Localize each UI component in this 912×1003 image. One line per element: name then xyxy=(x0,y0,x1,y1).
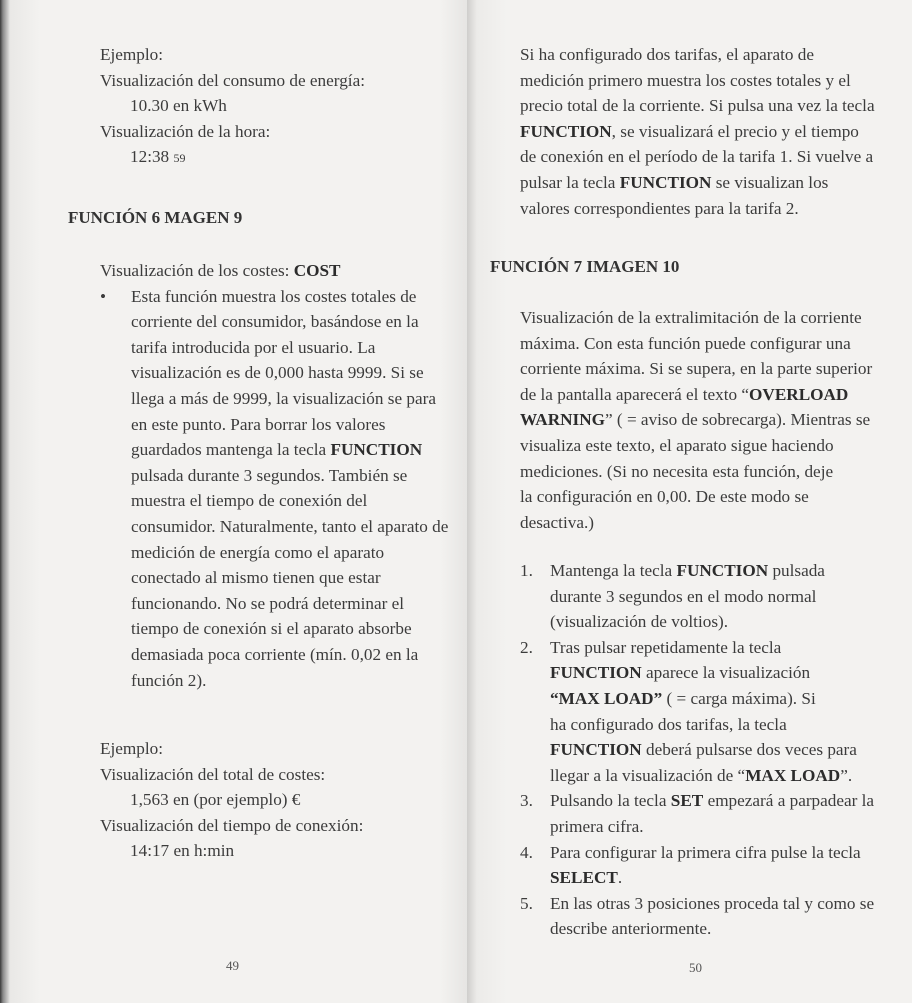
text-line: conectado al mismo tienen que estar xyxy=(131,568,381,588)
text-fragment: ( = carga máxima). Si xyxy=(662,688,816,708)
energy-display-value: 10.30 en kWh xyxy=(130,96,227,116)
text-line: Visualización de la extralimitación de la corriente xyxy=(520,308,862,327)
step-number: 4. xyxy=(520,842,533,862)
step-item xyxy=(520,788,874,839)
text-line xyxy=(520,891,874,917)
text-line xyxy=(520,635,874,661)
text-line: función 2). xyxy=(131,670,207,690)
bullet-text xyxy=(100,284,448,694)
text-line: consumidor. Naturalmente, tanto el aparato de xyxy=(131,516,449,536)
page-number: 50 xyxy=(689,960,702,975)
text-line: desactiva.) xyxy=(520,512,594,532)
text-fragment: aparece la visualización xyxy=(641,663,811,683)
text-line: máxima. Con esta función puede configurar una xyxy=(520,333,851,353)
text-line xyxy=(520,840,874,866)
text-fragment: pulsada xyxy=(768,561,825,580)
connection-time-value: 14:17 en h:min xyxy=(130,841,235,861)
section-heading-function-6: FUNCIÓN 6 MAGEN 9 xyxy=(68,208,243,227)
text-line: ha configurado dos tarifas, la tecla xyxy=(550,714,787,734)
function-key-term: FUNCTION xyxy=(520,121,612,141)
overload-term: OVERLOAD xyxy=(749,384,849,404)
text-line xyxy=(520,788,874,814)
step-number: 3. xyxy=(520,791,533,811)
example-label: Ejemplo: xyxy=(100,739,164,758)
text-line xyxy=(520,407,872,433)
example-energy-time xyxy=(100,42,365,170)
total-cost-value: 1,563 en (por ejemplo) € xyxy=(130,790,301,810)
text-line: funcionando. No se podrá determinar el xyxy=(131,593,404,613)
function-key-term: FUNCTION xyxy=(676,561,769,580)
set-key-term: SET xyxy=(670,791,704,811)
text-fragment: empezará a parpadear la xyxy=(703,791,875,811)
text-line: muestra el tiempo de conexión del xyxy=(131,491,368,511)
step-number: 1. xyxy=(520,561,533,580)
text-fragment: Mantenga la tecla xyxy=(550,561,677,580)
function-key-term: FUNCTION xyxy=(330,440,423,460)
function-key-term: FUNCTION xyxy=(619,172,712,192)
step-item xyxy=(520,635,874,789)
text-fragment: se visualizan los xyxy=(711,172,829,192)
text-line: medición de energía como el aparato xyxy=(131,542,385,562)
time-display-value xyxy=(100,144,365,170)
text-line: corriente máxima. Si se supera, en la parte superior xyxy=(520,359,873,379)
text-line xyxy=(520,686,874,712)
text-line xyxy=(520,865,874,891)
steps-list xyxy=(520,558,874,942)
cost-section xyxy=(100,258,448,693)
text-fragment: de la pantalla aparecerá el texto “ xyxy=(520,384,750,404)
right-page xyxy=(467,0,912,1003)
text-line: primera cifra. xyxy=(550,816,644,836)
text-line: visualización es de 0,000 hasta 9999. Si se xyxy=(131,363,424,383)
max-load-term: “MAX LOAD” xyxy=(550,688,663,708)
cost-keyword: COST xyxy=(293,261,341,280)
function-key-term: FUNCTION xyxy=(550,740,642,760)
text-line xyxy=(520,763,874,789)
step-item xyxy=(520,840,874,891)
step-number: 2. xyxy=(520,637,533,657)
text-line xyxy=(520,737,874,763)
text-line xyxy=(520,558,874,584)
select-key-term: SELECT xyxy=(550,868,618,888)
example-label: Ejemplo: xyxy=(100,45,164,64)
tariff-intro xyxy=(520,42,875,221)
text-line: llega a más de 9999, la visualización se para xyxy=(131,388,436,408)
text-fragment: llegar a la visualización de “ xyxy=(550,765,746,785)
warning-term: WARNING xyxy=(520,410,605,430)
text-fragment: ”. xyxy=(840,765,853,785)
text-line: tarifa introducida por el usuario. La xyxy=(131,337,376,357)
function-key-term: FUNCTION xyxy=(550,663,642,683)
text-line: visualiza este texto, el aparato sigue haciendo xyxy=(520,435,834,455)
cost-label: Visualización de los costes: xyxy=(100,261,294,280)
text-line: pulsada durante 3 segundos. También se xyxy=(131,465,408,485)
text-fragment: deberá pulsarse dos veces para xyxy=(641,740,857,760)
cost-bullet-item xyxy=(100,284,448,694)
text-line: demasiada poca corriente (mín. 0,02 en la xyxy=(131,644,419,664)
text-line: durante 3 segundos en el modo normal xyxy=(550,586,817,606)
page-number: 49 xyxy=(226,958,239,973)
text-line: tiempo de conexión si el aparato absorbe xyxy=(131,619,412,639)
total-cost-label: Visualización del total de costes: xyxy=(100,764,326,784)
text-fragment: Pulsando la tecla xyxy=(550,791,671,811)
text-line xyxy=(520,119,875,145)
text-line xyxy=(520,170,875,196)
energy-display-label: Visualización del consumo de energía: xyxy=(100,70,365,90)
text-line: valores correspondientes para la tarifa 2. xyxy=(520,198,799,218)
example-cost-time xyxy=(100,736,363,864)
connection-time-label: Visualización del tiempo de conexión: xyxy=(100,815,364,835)
cost-display-line xyxy=(100,258,448,284)
time-seconds: 59 xyxy=(173,151,186,166)
text-line: de conexión en el período de la tarifa 1. Si vuelve a xyxy=(520,147,874,167)
text-line: describe anteriormente. xyxy=(550,919,712,939)
text-line: mediciones. (Si no necesita esta función, deje xyxy=(520,461,834,481)
step-item xyxy=(520,891,874,942)
text-fragment: , se visualizará el precio y el tiempo xyxy=(611,121,859,141)
text-line: en este punto. Para borrar los valores xyxy=(131,414,386,434)
text-line xyxy=(520,382,872,408)
overload-description xyxy=(520,305,872,535)
text-line xyxy=(520,660,874,686)
text-line: corriente del consumidor, basándose en la xyxy=(131,312,419,332)
text-fragment: Tras pulsar repetidamente la tecla xyxy=(550,637,782,657)
bullet-marker: • xyxy=(100,286,107,306)
text-fragment: En las otras 3 posiciones proceda tal y como se xyxy=(550,893,875,913)
section-heading-function-7: FUNCIÓN 7 IMAGEN 10 xyxy=(490,257,680,276)
text-fragment: guardados mantenga la tecla xyxy=(131,440,331,460)
max-load-term: MAX LOAD xyxy=(745,765,841,785)
step-item xyxy=(520,558,874,635)
text-line: Si ha configurado dos tarifas, el aparato de xyxy=(520,45,814,64)
text-line: la configuración en 0,00. De este modo se xyxy=(520,487,809,507)
step-number: 5. xyxy=(520,893,533,913)
time-display-label: Visualización de la hora: xyxy=(100,121,271,141)
text-line: precio total de la corriente. Si pulsa una vez la tecla xyxy=(520,96,875,116)
text-line xyxy=(131,437,448,463)
time-hours-minutes: 12:38 xyxy=(130,147,170,167)
text-fragment: ” ( = aviso de sobrecarga). Mientras se xyxy=(605,410,871,430)
text-fragment: Para configurar la primera cifra pulse la tecla xyxy=(550,842,861,862)
text-line: Esta función muestra los costes totales de xyxy=(131,286,417,306)
text-fragment: . xyxy=(617,868,623,888)
text-line: medición primero muestra los costes totales y el xyxy=(520,70,851,90)
text-fragment: pulsar la tecla xyxy=(520,172,620,192)
text-line: (visualización de voltios). xyxy=(550,612,729,632)
